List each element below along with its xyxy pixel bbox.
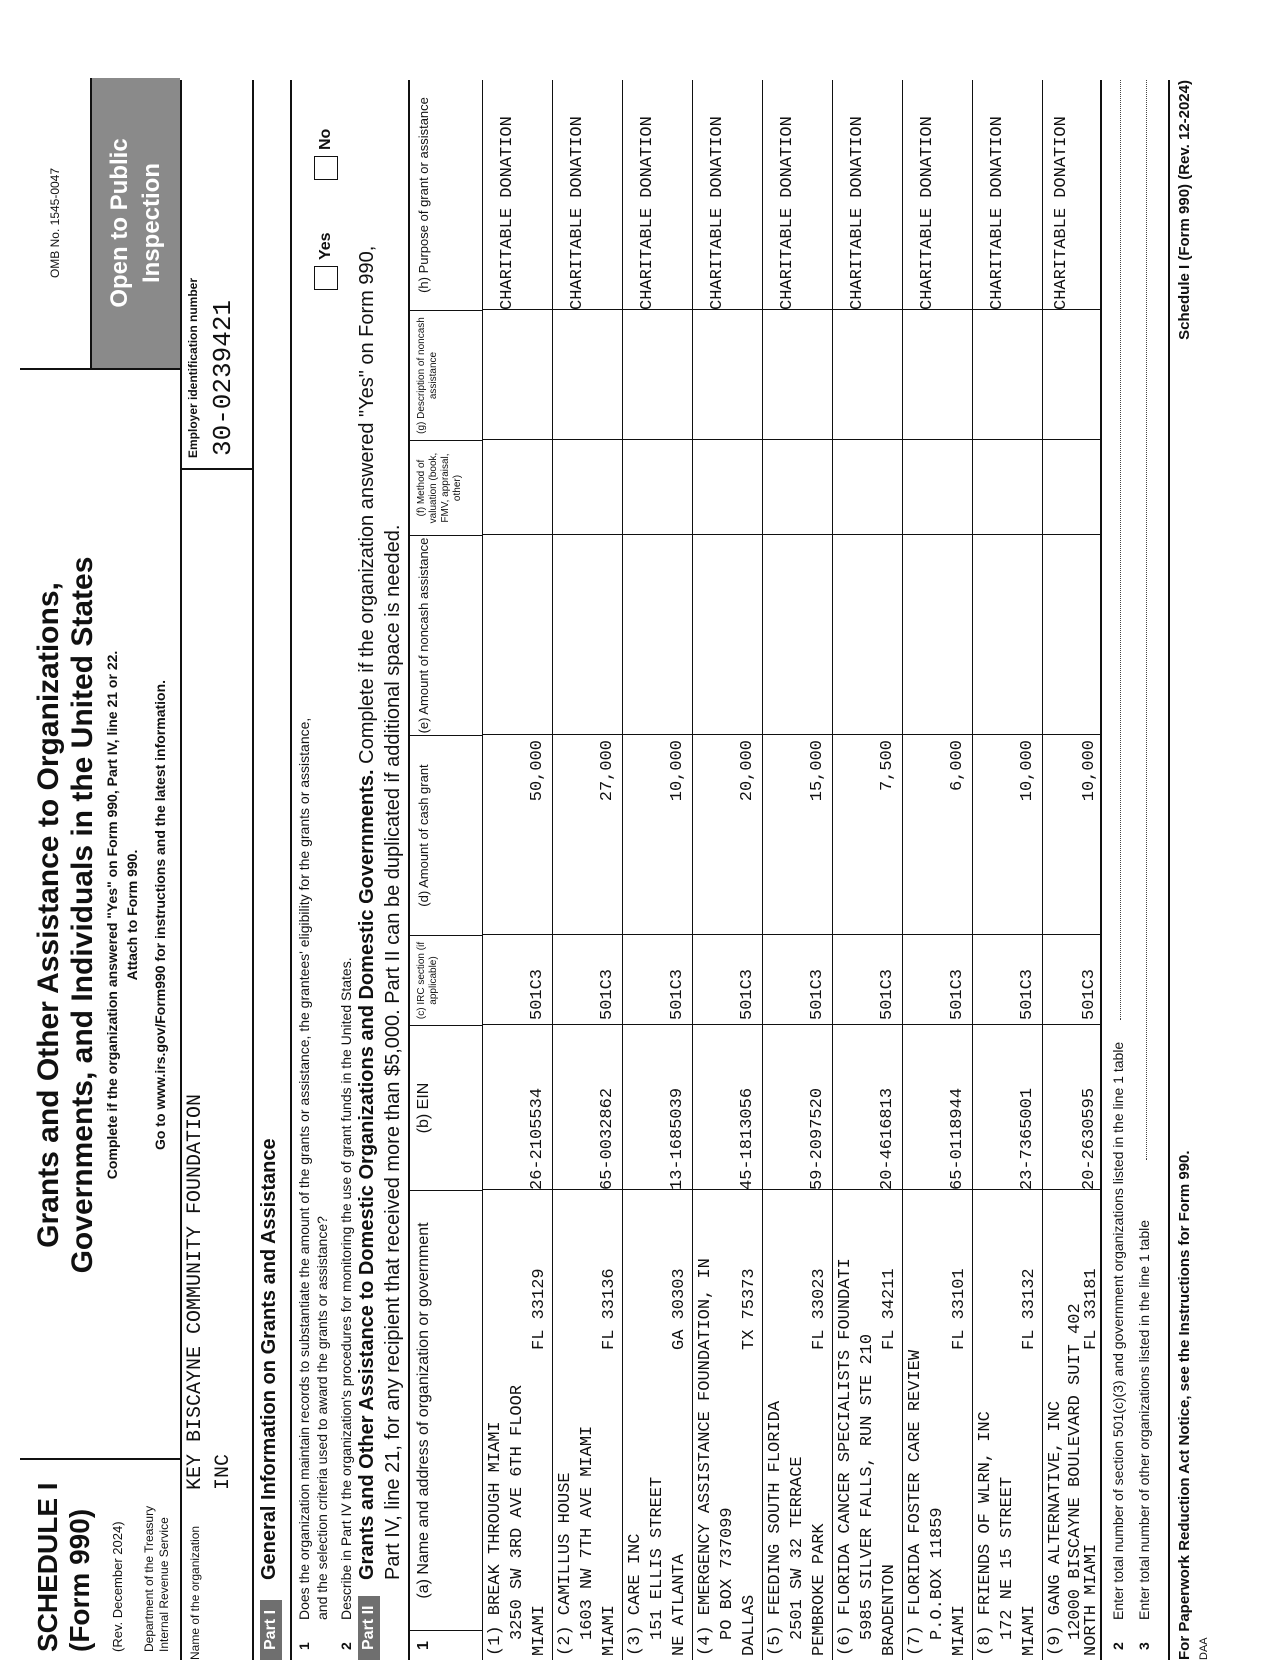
revision-date: (Rev. December 2024) [110, 1521, 125, 1652]
recipient-name: (4) EMERGENCY ASSISTANCE FOUNDATION, IN [696, 1258, 715, 1656]
recipient-address: 3250 SW 3RD AVE 6TH FLOOR [508, 1384, 527, 1640]
yes-option[interactable] [314, 232, 338, 290]
cash-grant-amount: 15,000 [808, 740, 827, 802]
recipient-state-zip: TX 75373 [740, 1268, 759, 1350]
part1-badge: Part I [260, 1600, 282, 1660]
form-subtitle-2: Attach to Form 990. [124, 849, 140, 981]
recipient-irc: 501C3 [1080, 968, 1099, 1020]
recipient-address: 2501 SW 32 TERRACE [788, 1456, 807, 1640]
schedule-revision: Schedule I (Form 990) (Rev. 12-2024) [1176, 80, 1193, 340]
public-inspection-line1: Open to Public [106, 138, 133, 308]
question-1-number: 1 [296, 1642, 312, 1650]
cash-grant-amount: 10,000 [1080, 740, 1099, 802]
grant-purpose: CHARITABLE DONATION [918, 116, 937, 310]
recipient-city: PEMBROKE PARK [810, 1523, 829, 1656]
part2-badge: Part II [358, 1596, 380, 1660]
recipient-irc: 501C3 [738, 968, 757, 1020]
no-option[interactable] [314, 129, 338, 180]
recipient-state-zip: FL 33129 [530, 1268, 549, 1350]
part2-header [356, 80, 408, 1660]
line-3 [1136, 80, 1156, 1660]
cash-grant-amount: 10,000 [668, 740, 687, 802]
recipient-city: NORTH MIAMI [1082, 1543, 1101, 1656]
recipient-city: MIAMI [1020, 1604, 1039, 1656]
question-1-text-line2: and the selection criteria used to award the grants or assistance? [314, 1216, 330, 1620]
ein-value: 30-0239421 [208, 299, 238, 456]
col-h-header: (h) Purpose of grant or assistance [416, 97, 431, 293]
line-3-leader [1146, 80, 1147, 1160]
row-number-header: 1 [410, 1630, 482, 1660]
recipient-address: PO BOX 737099 [718, 1507, 737, 1640]
org-name-line1: KEY BISCAYNE COMMUNITY FOUNDATION [184, 1093, 207, 1490]
row-divider [832, 80, 833, 1660]
table-row [764, 80, 832, 1660]
form-label: (Form 990) [64, 1508, 95, 1652]
form-page [20, 80, 1230, 1660]
organization-row [182, 80, 254, 1660]
grant-purpose: CHARITABLE DONATION [778, 116, 797, 310]
col-e-header: (e) Amount of noncash assistance [410, 535, 482, 735]
irs-label: Internal Revenue Service [157, 1517, 171, 1652]
col-f-header: (f) Method of valuation (book, FMV, appraisal, other) [410, 440, 482, 535]
table-row [554, 80, 622, 1660]
recipient-name: (9) GANG ALTERNATIVE, INC [1046, 1400, 1065, 1656]
form-subtitle-3: Go to www.irs.gov/Form990 for instructions and the latest information. [152, 679, 168, 1151]
recipient-irc: 501C3 [528, 968, 547, 1020]
col-d-header: (d) Amount of cash grant [410, 735, 482, 935]
recipient-irc: 501C3 [1018, 968, 1037, 1020]
no-label: No [317, 128, 335, 150]
form-title-block [20, 370, 180, 1460]
col-b-header: (b) EIN [410, 1025, 482, 1190]
part1-title: General Information on Grants and Assistance [258, 1138, 280, 1580]
recipient-city: NE ATLANTA [670, 1553, 689, 1656]
grants-table [408, 80, 1102, 1660]
cash-grant-amount: 27,000 [598, 740, 617, 802]
recipient-state-zip: FL 33181 [1082, 1268, 1101, 1350]
part2-title-bold: Grants and Other Assistance to Domestic Organizations and Domestic Governments. [356, 769, 378, 1580]
recipient-ein: 59-2097520 [808, 1087, 827, 1190]
recipient-irc: 501C3 [878, 968, 897, 1020]
grant-purpose: CHARITABLE DONATION [498, 116, 517, 310]
yes-checkbox[interactable] [314, 266, 338, 290]
form-title-line1: Grants and Other Assistance to Organizations, [32, 582, 65, 1248]
recipient-ein: 65-0032862 [598, 1087, 617, 1190]
recipient-city: BRADENTON [880, 1564, 899, 1656]
recipient-state-zip: FL 33023 [810, 1268, 829, 1350]
recipient-name: (3) CARE INC [626, 1533, 645, 1656]
grant-purpose: CHARITABLE DONATION [568, 116, 587, 310]
recipient-address: 151 ELLIS STREET [648, 1476, 667, 1640]
form-subtitle-1: Complete if the organization answered "Yes" on Form 990, Part IV, line 21 or 22. [104, 650, 120, 1180]
question-1-text-line1: Does the organization maintain records to substantiate the amount of the grants or assistance, the grantees' eligibility for the grants or assistance, [296, 717, 312, 1620]
table-row [1030, 80, 1101, 1660]
row-divider [622, 80, 623, 1660]
schedule-id-block [20, 1458, 180, 1660]
recipient-irc: 501C3 [598, 968, 617, 1020]
recipient-address: 172 NE 15 STREET [998, 1476, 1017, 1640]
recipient-city: MIAMI [530, 1604, 549, 1656]
recipient-irc: 501C3 [808, 968, 827, 1020]
grant-purpose: CHARITABLE DONATION [708, 116, 727, 310]
table-row [834, 80, 902, 1660]
question-2-text: Describe in Part IV the organization's procedures for monitoring the use of grant funds in the United States. [338, 957, 354, 1620]
recipient-city: MIAMI [950, 1604, 969, 1656]
row-divider [552, 80, 553, 1660]
line-2-number: 2 [1110, 1642, 1126, 1650]
department: Department of the Treasury [142, 1505, 156, 1652]
recipient-address: 5985 SILVER FALLS, RUN STE 210 [858, 1333, 877, 1640]
recipient-name: (1) BREAK THROUGH MIAMI [486, 1421, 505, 1656]
row-divider [692, 80, 693, 1660]
org-name-label: Name of the organization [188, 1525, 202, 1660]
cash-grant-amount: 20,000 [738, 740, 757, 802]
recipient-city: DALLAS [740, 1594, 759, 1656]
line-2-text: Enter total number of section 501(c)(3) and government organizations listed in the line 1 table [1110, 1041, 1126, 1620]
line-2-leader [1120, 80, 1121, 1020]
table-row [904, 80, 972, 1660]
recipient-state-zip: FL 33136 [600, 1268, 619, 1350]
public-inspection-badge [92, 78, 180, 368]
paperwork-notice: For Paperwork Reduction Act Notice, see the Instructions for Form 990. [1176, 1150, 1193, 1660]
table-row [484, 80, 552, 1660]
grant-purpose: CHARITABLE DONATION [1052, 116, 1071, 310]
table-row [624, 80, 692, 1660]
recipient-name: (2) CAMILLUS HOUSE [556, 1472, 575, 1656]
recipient-city: MIAMI [600, 1604, 619, 1656]
cash-grant-amount: 6,000 [948, 740, 967, 792]
daa-label: DAA [1198, 1637, 1210, 1660]
employer-id-block [182, 78, 252, 470]
recipient-ein: 20-2630595 [1080, 1087, 1099, 1190]
recipient-name: (5) FEEDING SOUTH FLORIDA [766, 1400, 785, 1656]
line-2 [1110, 80, 1130, 1660]
recipient-ein: 13-1685039 [668, 1087, 687, 1190]
form-footer [1168, 80, 1230, 1660]
line-3-number: 3 [1136, 1642, 1152, 1650]
recipient-ein: 23-7365001 [1018, 1087, 1037, 1190]
recipient-irc: 501C3 [668, 968, 687, 1020]
part2-title-rest: Complete if the organization answered "Yes" on Form 990, [356, 245, 378, 770]
recipient-irc: 501C3 [948, 968, 967, 1020]
col-c-header: (c) IRC section (if applicable) [410, 935, 482, 1025]
part2-title [356, 246, 379, 1580]
table-row [694, 80, 762, 1660]
recipient-ein: 45-1813056 [738, 1087, 757, 1190]
row-divider [762, 80, 763, 1660]
recipient-name: (6) FLORIDA CANCER SPECIALISTS FOUNDATI [836, 1258, 855, 1656]
recipient-ein: 26-2105534 [528, 1087, 547, 1190]
header-divider [482, 80, 483, 1660]
recipient-name: (7) FLORIDA FOSTER CARE REVIEW [906, 1349, 925, 1656]
grant-purpose: CHARITABLE DONATION [988, 116, 1007, 310]
cash-grant-amount: 50,000 [528, 740, 547, 802]
omb-number: OMB No. 1545-0047 [20, 78, 92, 368]
recipient-address: 12000 BISCAYNE BOULEVARD SUIT 402 [1066, 1303, 1085, 1640]
yes-label: Yes [317, 232, 335, 260]
omb-block [20, 78, 180, 370]
recipient-state-zip: FL 33132 [1020, 1268, 1039, 1350]
recipient-state-zip: FL 33101 [950, 1268, 969, 1350]
cash-grant-amount: 7,500 [878, 740, 897, 792]
recipient-ein: 65-0118944 [948, 1087, 967, 1190]
cash-grant-amount: 10,000 [1018, 740, 1037, 802]
question-1-cont [314, 80, 334, 1660]
col-a-header: (a) Name and address of organization or government [410, 1190, 482, 1630]
recipient-state-zip: FL 34211 [880, 1268, 899, 1350]
recipient-name: (8) FRIENDS OF WLRN, INC [976, 1411, 995, 1656]
part1-header [258, 80, 292, 1660]
public-inspection-line2: Inspection [138, 163, 165, 284]
org-name-line2: INC [212, 1453, 235, 1490]
col-g-header: (g) Description of noncash assistance [410, 310, 482, 440]
grant-purpose: CHARITABLE DONATION [848, 116, 867, 310]
form-title-line2: Governments, and Individuals in the United States [66, 556, 99, 1274]
recipient-ein: 20-4616813 [878, 1087, 897, 1190]
row-divider [902, 80, 903, 1660]
no-checkbox[interactable] [314, 156, 338, 180]
recipient-address: P.O.BOX 11859 [928, 1507, 947, 1640]
line-3-text: Enter total number of other organizations listed in the line 1 table [1136, 1219, 1152, 1620]
recipient-address: 1603 NW 7TH AVE MIAMI [578, 1425, 597, 1640]
recipient-state-zip: GA 30303 [670, 1268, 689, 1350]
grant-purpose: CHARITABLE DONATION [638, 116, 657, 310]
form-header [20, 80, 182, 1660]
part2-title-line2: Part IV, line 21, for any recipient that received more than $5,000. Part II can be duplicated if additional space is needed. [382, 524, 404, 1580]
row-divider [972, 80, 973, 1660]
question-2-number: 2 [338, 1642, 354, 1650]
schedule-label: SCHEDULE I [32, 1482, 63, 1652]
ein-label: Employer identification number [186, 277, 200, 458]
